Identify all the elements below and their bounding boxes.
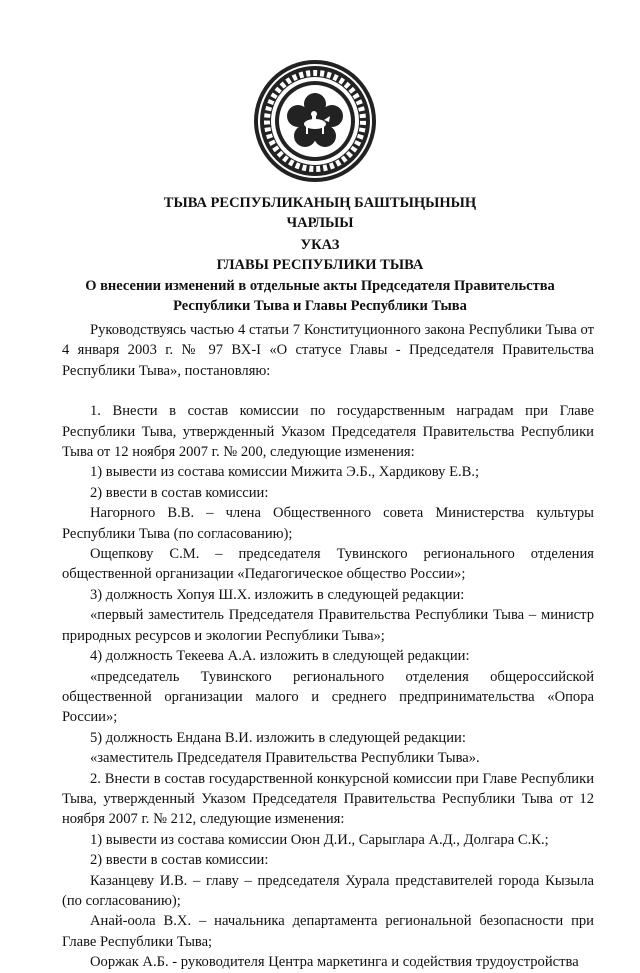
decree-subject-line2: Республики Тыва и Главы Республики Тыва <box>173 298 467 314</box>
body-paragraph: 1) вывести из состава комиссии Оюн Д.И., Сарыглара А.Д., Долгара С.К.; <box>90 831 549 848</box>
tuvan-title <box>0 193 640 233</box>
decree-issuer: ГЛАВЫ РЕСПУБЛИКИ ТЫВА <box>216 257 424 273</box>
body-paragraph: «заместитель Председателя Правительства Республики Тыва». <box>90 750 480 767</box>
decree-title <box>0 235 640 275</box>
decree-subject-line1: О внесении изменений в отдельные акты Председателя Правительства <box>85 278 555 294</box>
body-paragraph: Анай-оола В.Х. – начальника департамента региональной безопасности при Главе Республики Тыва; <box>62 913 594 950</box>
tuvan-title-line1: ТЫВА РЕСПУБЛИКАНЫҢ БАШТЫҢЫНЫҢ <box>163 195 477 211</box>
body-paragraph: 2) ввести в состав комиссии: <box>90 852 269 869</box>
body-paragraph: «первый заместитель Председателя Правительства Республики Тыва – министр природных ресурсов и экологии Республики Тыва»; <box>62 607 594 644</box>
body-paragraph: Ощепкову С.М. – председателя Тувинского регионального отделения общественной организации «Педагогическое общество России»; <box>62 546 594 583</box>
body-paragraph: 3) должность Хопуя Ш.Х. изложить в следующей редакции: <box>90 586 465 603</box>
body-paragraph: 2. Внести в состав государственной конкурсной комиссии при Главе Республики Тыва, утвержденный Указом Председателя Правительства Республики Тыва от 12 ноября 2007 г. № 212, следующие изменения: <box>62 770 594 828</box>
body-paragraph: Ооржак А.Б. - руководителя Центра маркетинга и содействия трудоустройства <box>90 954 579 971</box>
body-paragraph: Нагорного В.В. – члена Общественного совета Министерства культуры Республики Тыва (по согласованию); <box>62 505 594 542</box>
body-paragraph: 1) вывести из состава комиссии Мижита Э.Б., Хардикову Е.В.; <box>90 464 480 481</box>
tuvan-title-line2: ЧАРЛЫЫ <box>286 215 354 231</box>
body-paragraph: Казанцеву И.В. – главу – председателя Хурала представителей города Кызыла (по согласованию); <box>62 872 594 909</box>
decree-subject <box>0 276 640 316</box>
body-paragraph: «председатель Тувинского регионального отделения общероссийской общественной организации малого и среднего предпринимательства «Опора России»; <box>62 668 594 726</box>
decree-word: УКАЗ <box>300 237 340 253</box>
body-paragraph: 4) должность Текеева А.А. изложить в следующей редакции: <box>90 648 470 665</box>
body-paragraph: 5) должность Ендана В.И. изложить в следующей редакции: <box>90 729 466 746</box>
body-paragraph: 1. Внести в состав комиссии по государственным наградам при Главе Республики Тыва, утвержденный Указом Председателя Правительства Республики Тыва от 12 ноября 2007 г. № 200, следующие изменения: <box>62 403 594 461</box>
preamble-paragraph: Руководствуясь частью 4 статьи 7 Конституционного закона Республики Тыва от 4 января 2003 г. № 97 ВХ-I «О статусе Главы - Председателя Правительства Республики Тыва», постановляю: <box>62 322 594 379</box>
body-paragraph: 2) ввести в состав комиссии: <box>90 484 269 501</box>
decree-body <box>62 320 594 973</box>
coat-of-arms-emblem <box>252 58 378 184</box>
